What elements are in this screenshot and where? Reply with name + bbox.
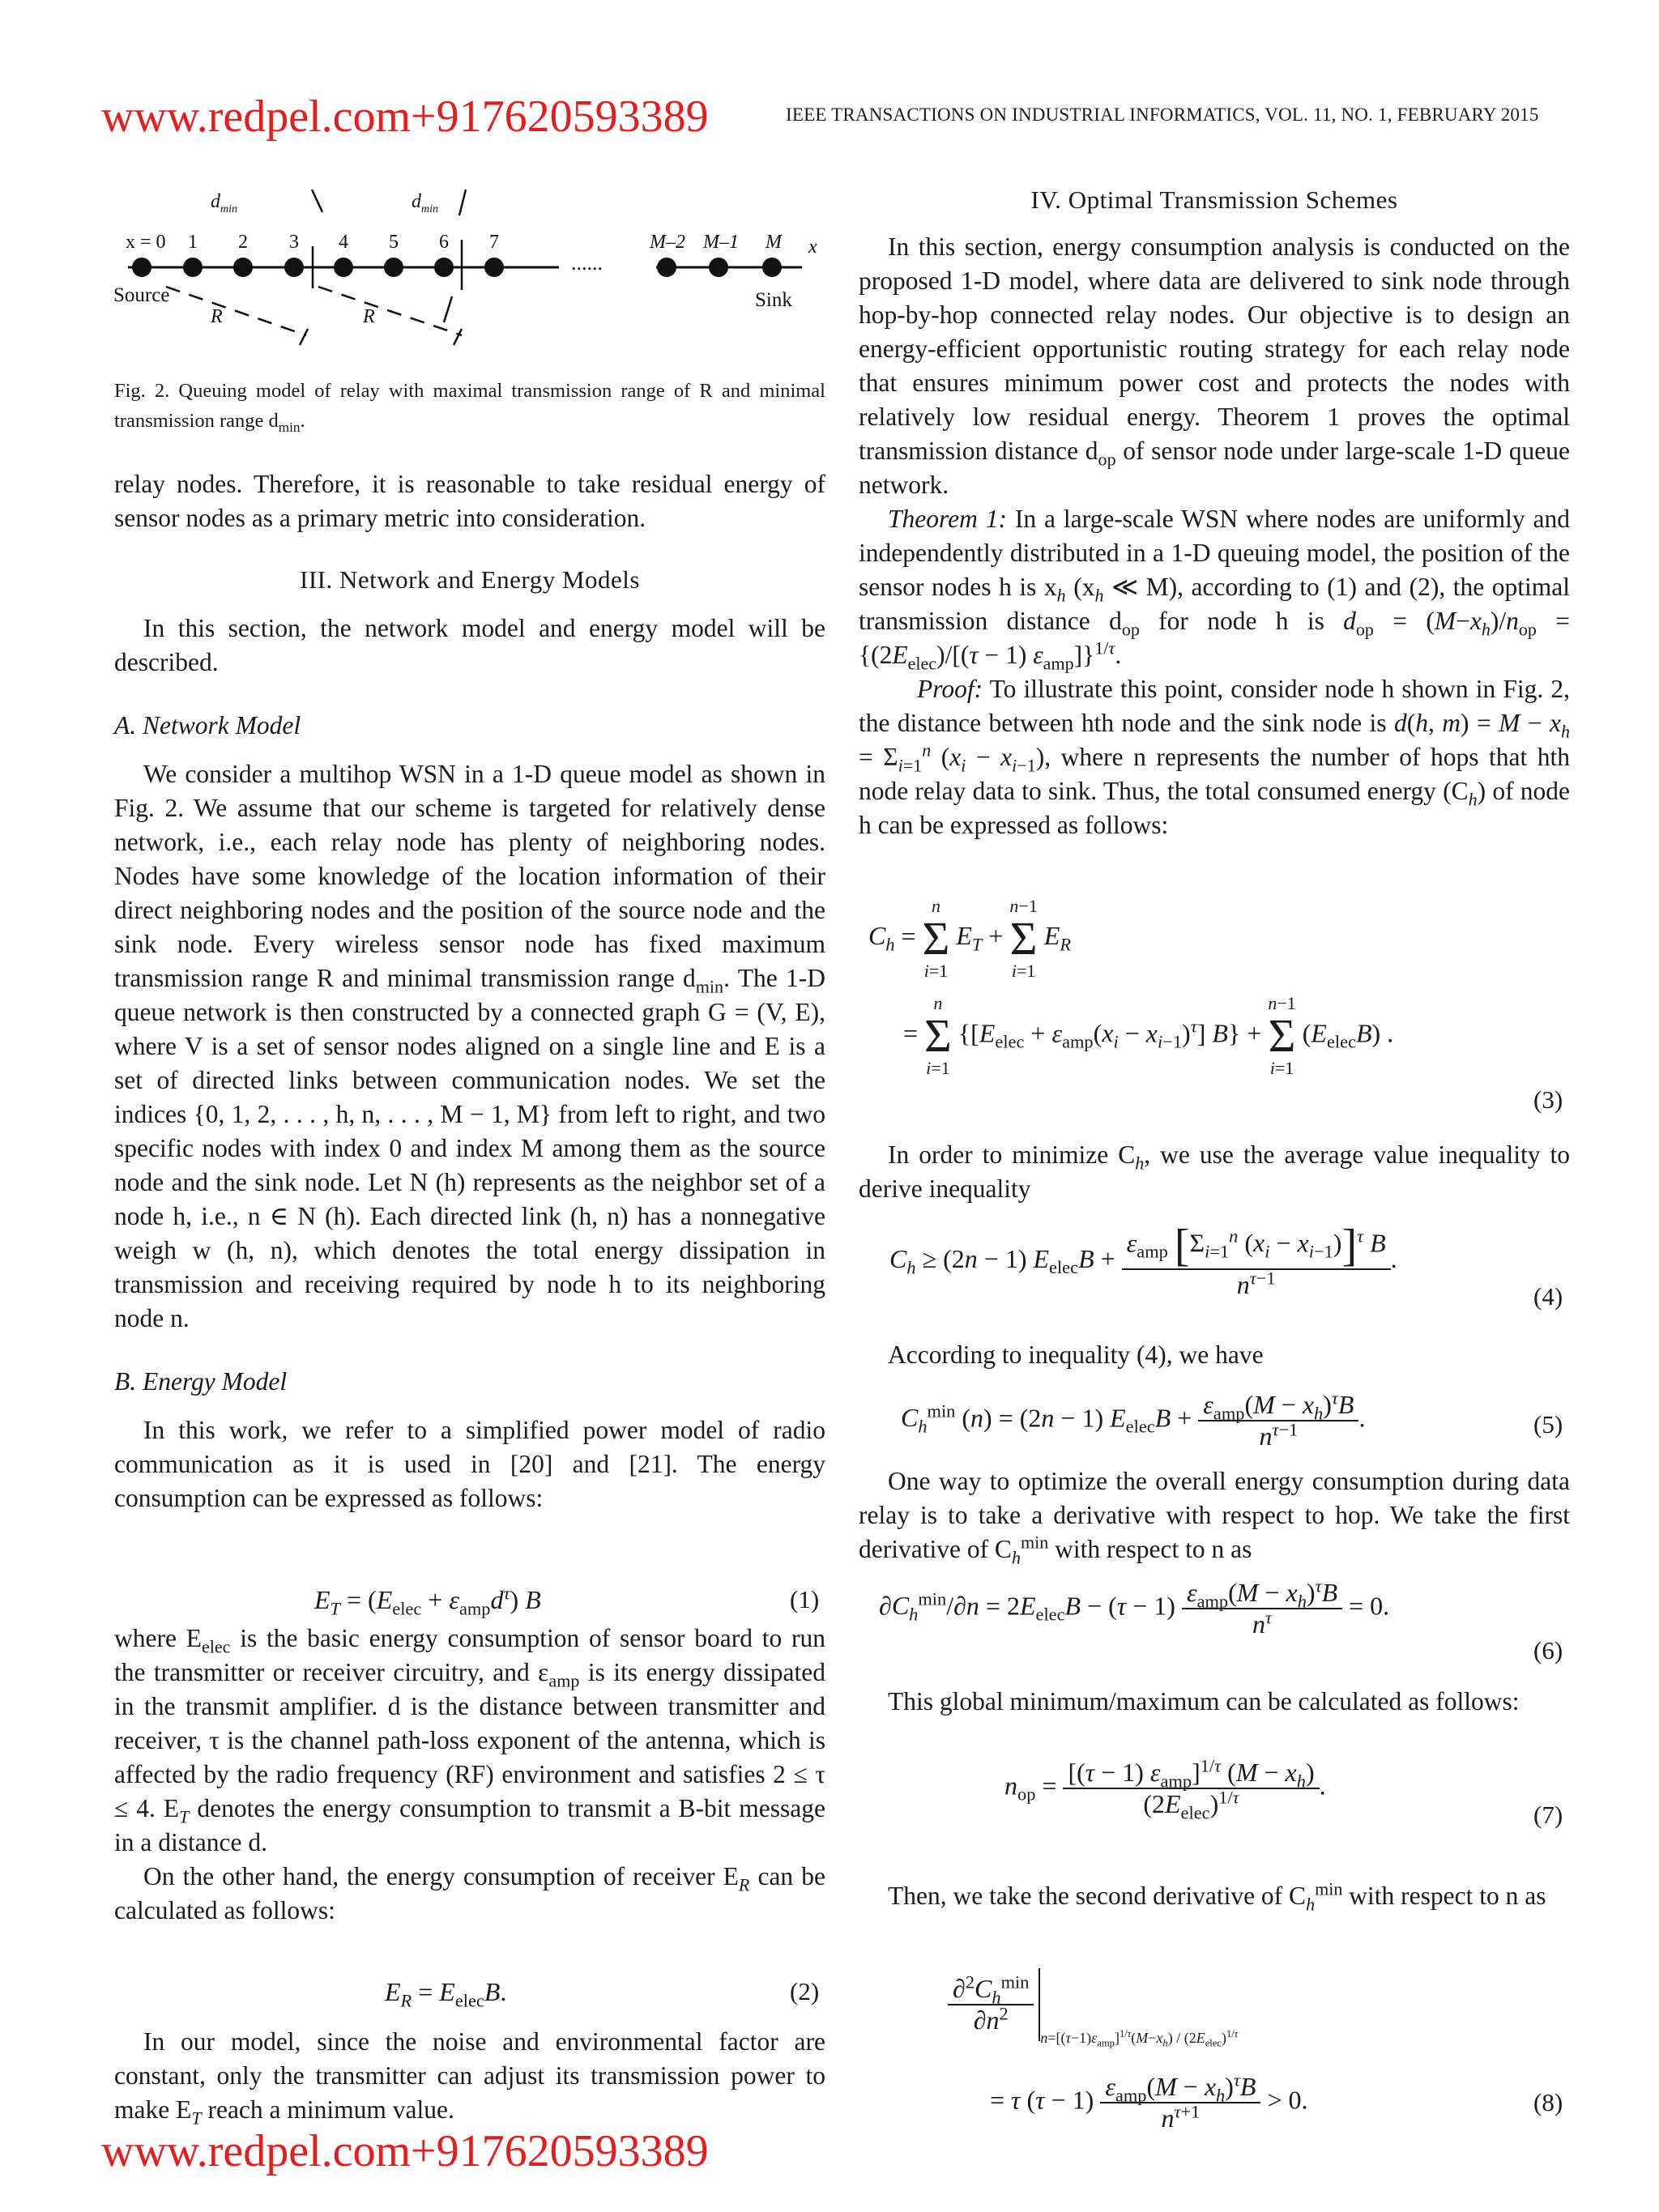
r-label-1: R	[211, 306, 223, 327]
left-column-lower	[114, 1622, 825, 1928]
equation-5: $C_h^{min}$ (n) = (2n − 1) $E_{elec}B$ + $\frac{\varepsilon_{amp}(M - x_h)^\tau B}{n^{\tau-1}}$ .	[901, 1387, 1366, 1451]
according-paragraph: According to inequality (4), we have	[888, 1340, 1264, 1369]
subsection-b-heading: B. Energy Model	[114, 1367, 288, 1396]
r-label-2: R	[363, 306, 375, 327]
queue-model-figure	[105, 183, 834, 353]
figure-caption: Fig. 2. Queuing model of relay with maximal transmission range of R and minimal transmission range $d_{min}$.	[114, 380, 825, 435]
right-way	[859, 1464, 1570, 1566]
node-label-1: 1	[188, 232, 198, 253]
range-dash-1	[166, 287, 306, 335]
minimize-paragraph: In order to minimize $C_h$, we use the average value inequality to derive inequality	[859, 1140, 1570, 1203]
section-4-heading: IV. Optimal Transmission Schemes	[1030, 185, 1398, 214]
proof-paragraph: Proof: To illustrate this point, consider node h shown in Fig. 2, the distance between hth node and the sink node is d(h, $m) = M - x_h = \Sigma_{i=1}^n$ $(x_i - x_{i-1})$, where n represents the number of hops that hth node relay data to sink. Thus, the total consumed energy $(C_h)$ of node h can be expressed as follows:	[859, 675, 1571, 839]
equation-4-number: (4)	[1533, 1282, 1563, 1311]
equation-2: $E_R = E_{elec}B$.	[385, 1977, 507, 2011]
node-label-2: 2	[238, 232, 248, 253]
energy-where-paragraph: where $E_{elec}$ is the basic energy consumption of sensor board to run the transmitter or receiver circuitry, and $\varepsilon_{amp}$ is its energy dissipated in the transmit amplifier. d is the distance between transmitter and receiver, τ is the channel path-loss exponent of the antenna, which is affected by the radio frequency (RF) environment and satisfies 2 ≤ τ ≤ 4. $E_T$ denotes the energy consumption to transmit a B-bit message in a distance d.	[114, 1624, 826, 1856]
sink-label: Sink	[755, 289, 792, 311]
equation-2-number: (2)	[790, 1977, 820, 2005]
running-header: IEEE TRANSACTIONS ON INDUSTRIAL INFORMATICS, VOL. 11, NO. 1, FEBRUARY 2015	[786, 104, 1539, 125]
theorem-1: Theorem 1: In a large-scale WSN where nodes are uniformly and independently distributed in a 1-D queuing model, the position of the sensor nodes h is $x_h$ ($x_h$ ≪ M), according to (1) and (2), the optimal transmission distance $d_{op}$ for node h is $d_{op} = (M-x_h)/n_{op} = \{(2E_{elec})/[(\tau - 1)$ $\varepsilon_{amp}]\}^{1/\tau}$.	[859, 505, 1570, 674]
equation-1: $E_T = (E_{elec} + \varepsilon_{amp}d^\tau)$ B	[314, 1583, 541, 1619]
equation-1-number: (1)	[790, 1585, 820, 1613]
equation-7-number: (7)	[1533, 1801, 1563, 1829]
range-end-1	[300, 329, 308, 345]
dmin-bracket-1	[312, 190, 322, 212]
equation-4: $C_h \ge (2n - 1) E_{elec}B$ + $\frac{\varepsilon_{amp} [\Sigma_{i=1}^n (x_i - x_{i-1})]^\tau B}{n^{\tau-1}}$ .	[889, 1221, 1397, 1299]
right-column	[859, 183, 1570, 842]
section-4-paragraph: In this section, energy consumption analysis is conducted on the proposed 1-D model, where data are delivered to sink node through hop-by-hop connected relay nodes. Our objective is to design an energy-efficient opportunistic routing strategy for each relay node that ensures minimum power cost and protects the nodes with relatively low residual energy. Theorem 1 proves the optimal transmission distance $d_{op}$ of sensor node under large-scale 1-D queue network.	[859, 232, 1570, 499]
derivative-paragraph: One way to optimize the overall energy consumption during data relay is to take a derivative with respect to hop. We take the first derivative of $C_h^{min}$ with respect to n as	[859, 1467, 1570, 1568]
node-label-4: 4	[339, 232, 348, 253]
right-according	[859, 1338, 1570, 1372]
equation-5-number: (5)	[1533, 1410, 1563, 1438]
range-slash	[444, 296, 452, 322]
equation-3-line-2: = n Σ i=1 $\{[E_{elec} + \varepsilon_{amp}(x_i - x_{i-1})^\tau] B\}$ + n−1 Σ i=1 $(E_{elec}B)$ .	[903, 993, 1394, 1078]
axis-label-x: x	[808, 237, 817, 258]
section-3-heading: III. Network and Energy Models	[300, 565, 640, 594]
dmin-label-2: $d_{min}$	[412, 191, 438, 215]
node-label-7: 7	[489, 232, 499, 253]
equation-6: $\partial C_h^{min}/\partial n = 2E_{elec}B - (\tau - 1)$ $\frac{\varepsilon_{amp}(M - x_h)^\tau B}{n^\tau}$ = 0.	[879, 1575, 1390, 1639]
dmin-bracket-2	[459, 190, 466, 215]
transmitter-paragraph: In our model, since the noise and environmental factor are constant, only the transmitter can adjust its transmission power to make $E_T$ reach a minimum value.	[114, 2027, 825, 2129]
node-label-5: 5	[389, 232, 399, 253]
node-label-6: 6	[439, 232, 449, 253]
node-label-m2: M–2	[650, 232, 685, 253]
equation-3-line-1: $C_h$ = n Σ i=1 $E_T$ + n−1 Σ i=1 $E_R$	[868, 896, 1072, 981]
global-paragraph: This global minimum/maximum can be calculated as follows:	[888, 1687, 1520, 1715]
range-dash-2	[318, 287, 462, 335]
range-end-2	[454, 329, 462, 345]
source-label: Source	[113, 284, 170, 306]
dmin-label-1: $d_{min}$	[211, 191, 237, 215]
watermark-bottom: www.redpel.com+917620593389	[101, 2126, 709, 2176]
right-then	[859, 1879, 1570, 1913]
node-label-m1: M–1	[703, 232, 739, 253]
equation-8-line-2: = τ (τ − 1) $\frac{\varepsilon_{amp}(M - x_h)^\tau B}{n^{\tau+1}}$ > 0.	[990, 2069, 1308, 2133]
network-model-paragraph: We consider a multihop WSN in a 1-D queue model as shown in Fig. 2. We assume that our scheme is targeted for relatively dense network, i.e., each relay node has plenty of neighboring nodes. Nodes have some knowledge of the location information of their direct neighboring nodes and the position of the source node and the sink node. Every wireless sensor node has fixed maximum transmission range R and minimal transmission range $d_{min}$. The 1-D queue network is then constructed by a connected graph G = (V, E), where V is a set of sensor nodes aligned on a single line and E is a set of directed links between communication nodes. We set the indices {0, 1, 2, . . . , h, n, . . . , M − 1, M} from left to right, and two specific nodes with index 0 and index M among them as the source node and the sink node. Let N (h) represents as the neighbor set of a node h, i.e., n ∈ N (h). Each directed link (h, n) has a nonnegative weigh w (h, n), which denotes the total energy dissipation in transmission and receiving required by node h to its neighboring node n.	[114, 760, 825, 1332]
equation-8-line-1: $\frac{\partial^2C_h^{min}}{\partial n^2}$ $_{n=[(\tau-1)\varepsilon_{amp}]^{1/\tau}(M-x_h) / (2E_{elec})^{1/\tau}}$	[948, 1968, 1238, 2047]
equation-8-number: (8)	[1533, 2088, 1563, 2116]
equation-7: $n_{op}$ = $\frac{[(\tau - 1) \varepsilon_{amp}]^{1/\tau} (M - x_h)}{(2E_{elec})^{1/\tau}}$ .	[1004, 1755, 1326, 1823]
section-3-text: In this section, the network model and energy model will be described.	[114, 614, 825, 676]
second-derivative-paragraph: Then, we take the second derivative of $C_h^{min}$ with respect to n as	[888, 1878, 1546, 1915]
subsection-a-heading: A. Network Model	[114, 711, 301, 739]
energy-model-paragraph: In this work, we refer to a simplified power model of radio communication as it is used in [20] and [21]. The energy consumption can be expressed as follows:	[114, 1416, 825, 1512]
intro-paragraph: relay nodes. Therefore, it is reasonable to take residual energy of sensor nodes as a primary metric into consideration.	[114, 470, 825, 532]
receiver-paragraph: On the other hand, the energy consumption of receiver $E_R$ can be calculated as follows:	[114, 1862, 825, 1924]
ellipsis-label: ......	[571, 251, 603, 275]
right-global	[859, 1685, 1570, 1719]
watermark-top: www.redpel.com+917620593389	[101, 92, 709, 142]
node-label-m: M	[766, 232, 782, 253]
left-column-final	[114, 2025, 825, 2127]
right-minimize	[859, 1138, 1570, 1206]
node-label-3: 3	[289, 232, 299, 253]
node-label-0: x = 0	[126, 232, 166, 253]
equation-3-number: (3)	[1533, 1085, 1563, 1114]
left-column	[114, 467, 825, 1515]
equation-6-number: (6)	[1533, 1636, 1563, 1664]
